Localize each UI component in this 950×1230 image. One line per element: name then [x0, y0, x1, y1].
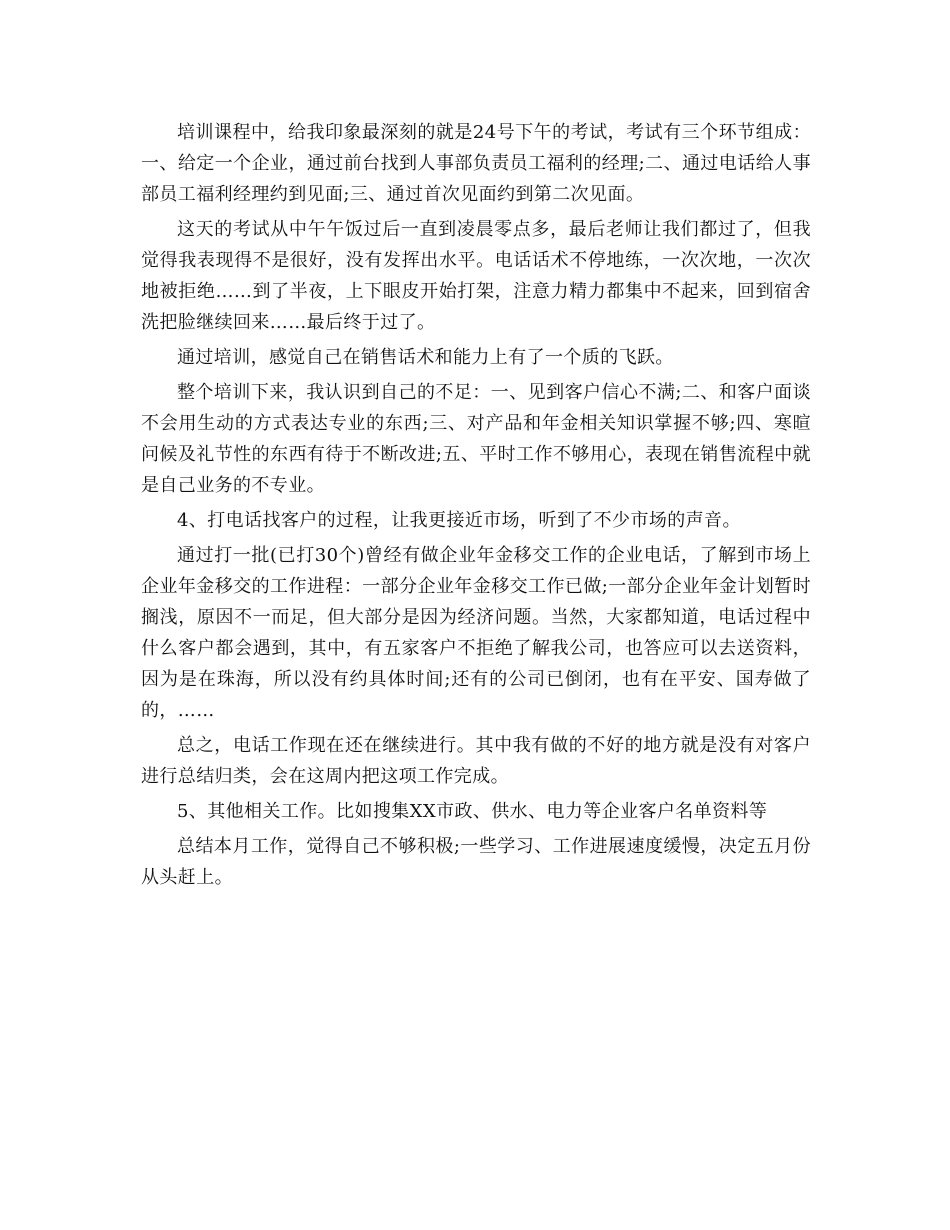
paragraph-market-findings: 通过打一批(已打30个)曾经有做企业年金移交工作的企业电话，了解到市场上企业年金移交的工作进程：一部分企业年金移交工作已做;一部分企业年金计划暂时搁浅，原因不一而足，但大部分是因为经济问题。当然，大家都知道，电话过程中什么客户都会遇到，其中，有五家客户不拒绝了解我公司，也答应可以去送资料，因为是在珠海，所以没有约具体时间;还有的公司已倒闭，也有在平安、国寿做了的，…… — [141, 545, 811, 721]
paragraph-sales-leap: 通过培训，感觉自己在销售话术和能力上有了一个质的飞跃。 — [177, 347, 674, 368]
paragraph-monthly-summary: 总结本月工作，觉得自己不够积极;一些学习、工作进展速度缓慢，决定五月份从头赶上。 — [141, 836, 811, 888]
paragraph-other-work: 5、其他相关工作。比如搜集XX市政、供水、电力等企业客户名单资料等 — [177, 801, 768, 822]
paragraph-summary-phone-work: 总之，电话工作现在还在继续进行。其中我有做的不好的地方就是没有对客户进行总结归类，会在这周内把这项工作完成。 — [141, 735, 811, 787]
paragraph-exam-day: 这天的考试从中午午饭过后一直到凌晨零点多，最后老师让我们都过了，但我觉得我表现得不是很好，没有发挥出水平。电话话术不停地练，一次次地，一次次地被拒绝……到了半夜，上下眼皮开始打架，注意力精力都集中不起来，回到宿舍洗把脸继续回来……最后终于过了。 — [141, 219, 811, 333]
paragraph-shortcomings: 整个培训下来，我认识到自己的不足：一、见到客户信心不满;二、和客户面谈不会用生动的方式表达专业的东西;三、对产品和年金相关知识掌握不够;四、寒暄问候及礼节性的东西有待于不断改进;五、平时工作不够用心，表现在销售流程中就是自己业务的不专业。 — [141, 382, 811, 496]
paragraph-phone-calls: 4、打电话找客户的过程，让我更接近市场，听到了不少市场的声音。 — [177, 510, 741, 531]
document-body — [141, 117, 811, 897]
paragraph-training-exam: 培训课程中，给我印象最深刻的就是24号下午的考试，考试有三个环节组成：一、给定一个企业，通过前台找到人事部负责员工福利的经理;二、通过电话给人事部员工福利经理约到见面;三、通过首次见面约到第二次见面。 — [141, 122, 811, 205]
